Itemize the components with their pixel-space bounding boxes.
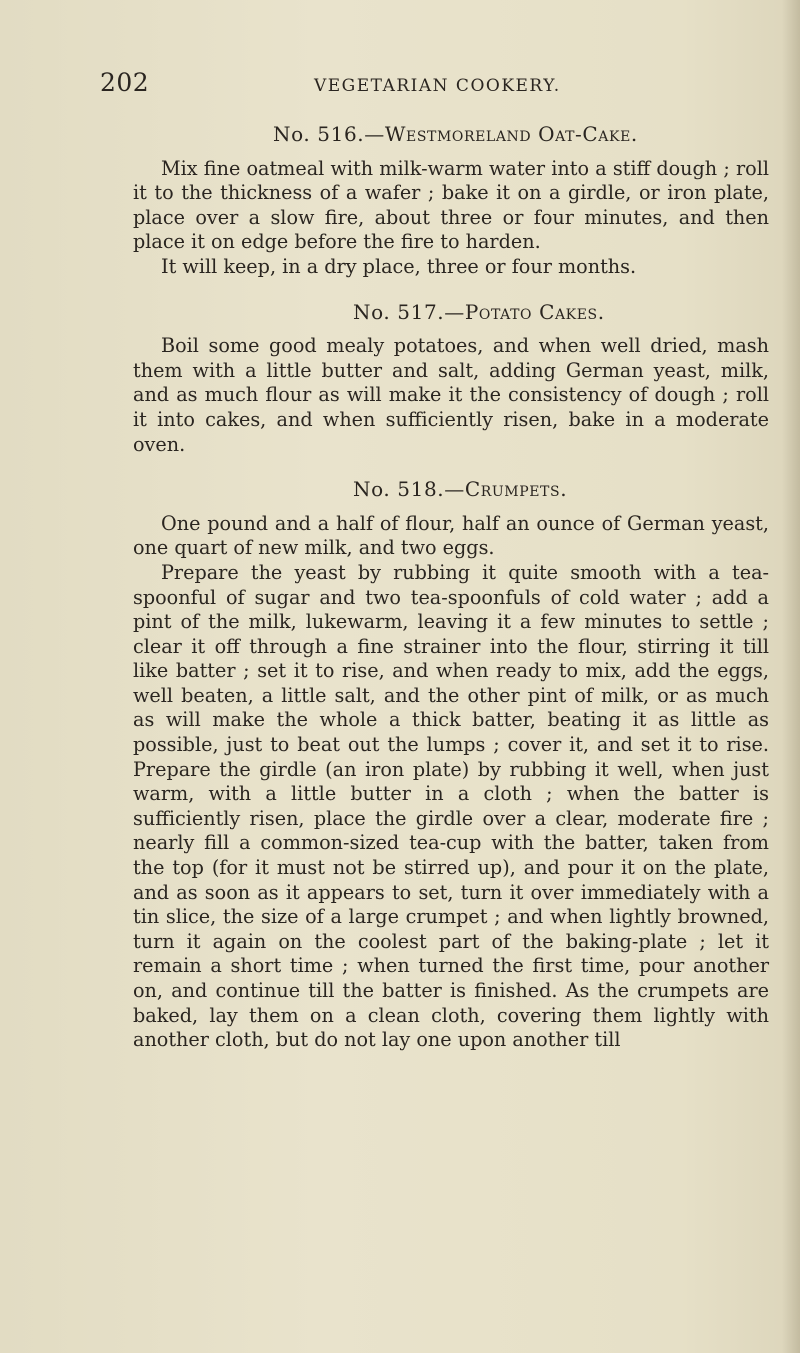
running-head: VEGETARIAN COOKERY.: [314, 76, 561, 96]
page-number: 202: [100, 68, 150, 97]
page-content: [133, 112, 769, 1053]
recipe-517-paragraph-1: Boil some good mealy potatoes, and when well dried, mash them with a little butter and salt, adding German yeast, milk, and as much flour as will make it the consistency of dough ; roll it into cakes, and when sufficiently risen, bake in a moderate oven.: [133, 334, 769, 456]
recipe-516-title: [273, 122, 769, 147]
recipe-516-paragraph-2: It will keep, in a dry place, three or four months.: [161, 254, 637, 278]
recipe-number: No. 518.—: [353, 477, 465, 502]
recipe-517-title: [353, 300, 769, 325]
recipe-number: No. 516.—: [273, 122, 385, 146]
recipe-518-paragraph-1: One pound and a half of flour, half an ounce of German yeast, one quart of new milk, and two eggs.: [133, 511, 769, 560]
recipe-516-paragraph-1: Mix fine oatmeal with milk-warm water into a stiff dough ; roll it to the thickness of a wafer ; bake it on a girdle, or iron plate, place over a slow fire, about three or four minutes, and then place it on edge before the fire to harden.: [133, 156, 769, 254]
page-header: [100, 68, 770, 108]
recipe-name: Westmoreland Oat-Cake.: [384, 122, 638, 146]
recipe-name: Crumpets.: [464, 477, 568, 502]
recipe-518-paragraph-2: Prepare the yeast by rubbing it quite smooth with a tea-spoonful of sugar and two tea-spoonfuls of cold water ; add a pint of the milk, lukewarm, leaving it a few minutes to settle ; clear it off through a fine strainer into the flour, stirring it till like batter ; set it to rise, and when ready to mix, add the eggs, well beaten, a little salt, and the other pint of milk, or as much as will make the whole a thick batter, beating it as little as possible, just to beat out the lumps ; cover it, and set it to rise. Prepare the girdle (an iron plate) by rubbing it well, when just warm, with a little butter in a cloth ; when the batter is sufficiently risen, place the girdle over a clear, moderate fire ; nearly fill a common-sized tea-cup with the batter, taken from the top (for it must not be stirred up), and pour it on the plate, and as soon as it appears to set, turn it over immediately with a tin slice, the size of a large crumpet ; and when lightly browned, turn it again on the coolest part of the baking-plate ; let it remain a short time ; when turned the first time, pour another on, and continue till the batter is finished. As the crumpets are baked, lay them on a clean cloth, covering them lightly with another cloth, but do not lay one upon another till: [133, 560, 769, 1052]
recipe-518-title: [353, 477, 769, 502]
recipe-name: Potato Cakes.: [464, 299, 605, 324]
page-edge-shadow: [782, 0, 800, 1353]
recipe-number: No. 517.—: [353, 299, 465, 324]
